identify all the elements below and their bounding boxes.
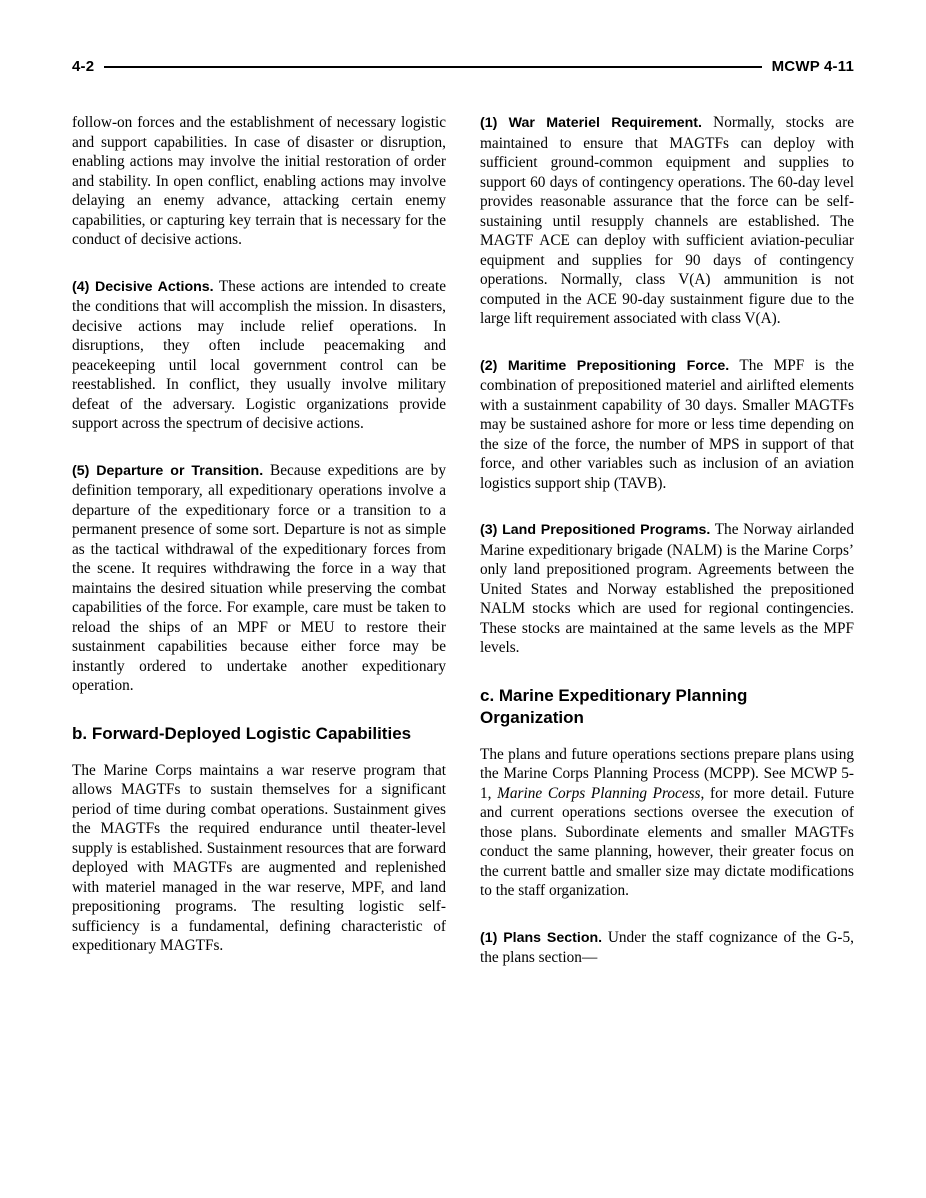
paragraph-maritime-prepositioning — [480, 356, 854, 494]
italic-reference: Marine Corps Planning Process — [497, 784, 701, 802]
paragraph-decisive-actions — [72, 277, 446, 434]
two-column-body — [72, 113, 854, 995]
paragraph-label: (3) Land Prepositioned Programs. — [480, 522, 711, 538]
paragraph-label: (1) Plans Section. — [480, 929, 603, 946]
paragraph-label: (1) War Materiel Requirement. — [480, 115, 702, 131]
left-column — [72, 113, 446, 995]
header-rule — [104, 66, 761, 68]
paragraph-plans-section — [480, 928, 854, 968]
page-header — [72, 58, 854, 75]
paragraph-war-materiel — [480, 113, 854, 329]
section-heading-c: c. Marine Expeditionary Planning Organization — [480, 685, 748, 727]
paragraph-text: These actions are intended to create the conditions that will accomplish the mission. In disasters, decisive actions may include relief operations. In disruptions, they often include peacemaking and peacekeeping until local government control can be reestablished. In conflict, they usually involve military defeat of the adversary. Logistic organizations provide support across the spectrum of decisive actions. — [72, 277, 446, 432]
paragraph-label: (4) Decisive Actions. — [72, 278, 214, 295]
paragraph-text: The MPF is the combination of prepositioned materiel and airlifted elements with a sustainment capability of 30 days. Smaller MAGTFs may be sustained ashore for more or less time depending on the size of the force, the number of MPS in support of that force, and other variables such as inclusion of an aviation logistics support ship (TAVB). — [480, 356, 854, 492]
page-number: 4-2 — [72, 58, 95, 75]
document-id: MCWP 4-11 — [771, 58, 854, 75]
paragraph-text: Under the staff cognizance of the G-5, the plans section— — [480, 928, 854, 966]
paragraph-text: Normally, stocks are maintained to ensure that MAGTFs can deploy with sufficient ground-common equipment and supplies to support 60 days of contingency operations. The 60-day level provides reasonable assurance that the force can be self-sustaining until resupply channels are established. The MAGTF ACE can deploy with sufficient aviation-peculiar equipment and supplies for 90 days of contingency operations. Normally, class V(A) ammunition is not computed in the ACE 90-day sustainment figure due to the large lift requirement associated with class V(A). — [480, 114, 854, 327]
paragraph-label: (5) Departure or Transition. — [72, 462, 264, 479]
paragraph-planning-process — [480, 745, 854, 901]
right-column — [480, 113, 854, 995]
section-heading-b: b. Forward-Deployed Logistic Capabilities — [72, 723, 412, 743]
paragraph-departure-transition — [72, 461, 446, 696]
paragraph-land-prepositioned — [480, 520, 854, 658]
paragraph-text: The Norway airlanded Marine expeditionary brigade (NALM) is the Marine Corps’ only land prepositioned program. Agreements between the United States and Norway established the prepositioned NALM stocks which are used for regional contingencies. These stocks are maintained at the same levels as the MPF levels. — [480, 521, 854, 656]
paragraph-war-reserve: The Marine Corps maintains a war reserve program that allows MAGTFs to sustain themselves for a significant period of time during combat operations. Sustainment gives the MAGTFs the required endurance until theater-level supply is established. Sustainment resources that are forward deployed with MAGTFs are augmented and replenished with materiel managed in the war reserve, MPF, and land prepositioning programs. The resulting logistic self-sufficiency is a fundamental, defining characteristic of expeditionary MAGTFs. — [72, 761, 446, 954]
paragraph-text: , for more detail. Future and current operations sections oversee the execution of those plans. Subordinate elements and smaller MAGTFs conduct the same planning, however, their greater focus on the current battle and smaller size may dictate modifications to the staff organization. — [480, 784, 854, 899]
paragraph-label: (2) Maritime Prepositioning Force. — [480, 357, 730, 374]
paragraph-text: The plans and future operations sections prepare plans using the Marine Corps Planning Process (MCPP). See MCWP 5-1, — [480, 745, 854, 802]
paragraph-text: Because expeditions are by definition temporary, all expeditionary operations involve a departure of the expeditionary force or a transition to a permanent presence of some sort. Departure is not as simple as the tactical withdrawal of the expeditionary forces from the scene. It requires withdrawing the force in a way that maintains the desired situation while preserving the combat capabilities of the force. For example, care must be taken to reload the ships of an MPF or MEU to restore their sustainment capabilities because either force may be instantly ordered to undertake another expeditionary operation. — [72, 461, 446, 694]
paragraph-enabling-actions: follow-on forces and the establishment of necessary logistic and support capabilities. In case of disaster or disruption, enabling actions may involve the initial restoration of order and stability. In open conflict, enabling actions may involve delaying an enemy advance, attacking certain enemy capabilities, or capturing key terrain that is necessary for the conduct of decisive actions. — [72, 114, 446, 248]
